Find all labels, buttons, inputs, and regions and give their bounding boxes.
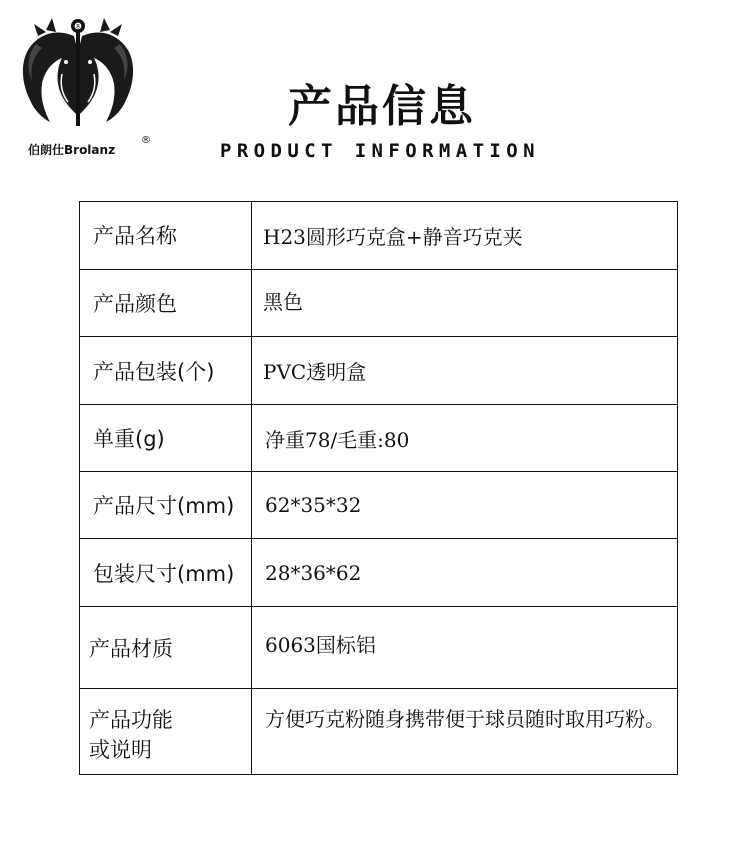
row-label: 产品名称 xyxy=(80,202,252,269)
row-label: 产品功能 或说明 xyxy=(80,689,252,774)
row-value: 方便巧克粉随身携带便于球员随时取用巧粉。 xyxy=(265,707,665,731)
table-row xyxy=(80,472,677,539)
brand-name: 伯朗仕Brolanz xyxy=(28,143,116,157)
table-row xyxy=(80,539,677,607)
row-label: 单重(g) xyxy=(80,405,252,471)
table-row xyxy=(80,270,677,337)
svg-text:8: 8 xyxy=(76,23,80,31)
registered-mark: ® xyxy=(141,135,151,146)
row-value: 黑色 xyxy=(263,290,303,314)
row-value: 6063国标铝 xyxy=(265,633,376,657)
row-label: 产品颜色 xyxy=(80,270,252,336)
page-title: 产品信息 xyxy=(288,81,476,132)
product-info-table xyxy=(79,201,678,775)
row-label: 产品材质 xyxy=(80,607,252,688)
table-row xyxy=(80,689,677,775)
table-row xyxy=(80,607,677,689)
row-label: 产品尺寸(mm) xyxy=(80,472,252,538)
row-label: 产品包装(个) xyxy=(80,337,252,404)
row-value: H23圆形巧克盒+静音巧克夹 xyxy=(263,225,523,249)
row-label: 包装尺寸(mm) xyxy=(80,539,252,606)
row-value: PVC透明盒 xyxy=(263,360,367,384)
row-value: 净重78/毛重:80 xyxy=(265,427,410,452)
table-row xyxy=(80,405,677,472)
page-subtitle: PRODUCT INFORMATION xyxy=(220,140,540,162)
table-row xyxy=(80,202,677,270)
row-value: 28*36*62 xyxy=(265,560,362,585)
table-row xyxy=(80,337,677,405)
row-value: 62*35*32 xyxy=(265,493,362,517)
